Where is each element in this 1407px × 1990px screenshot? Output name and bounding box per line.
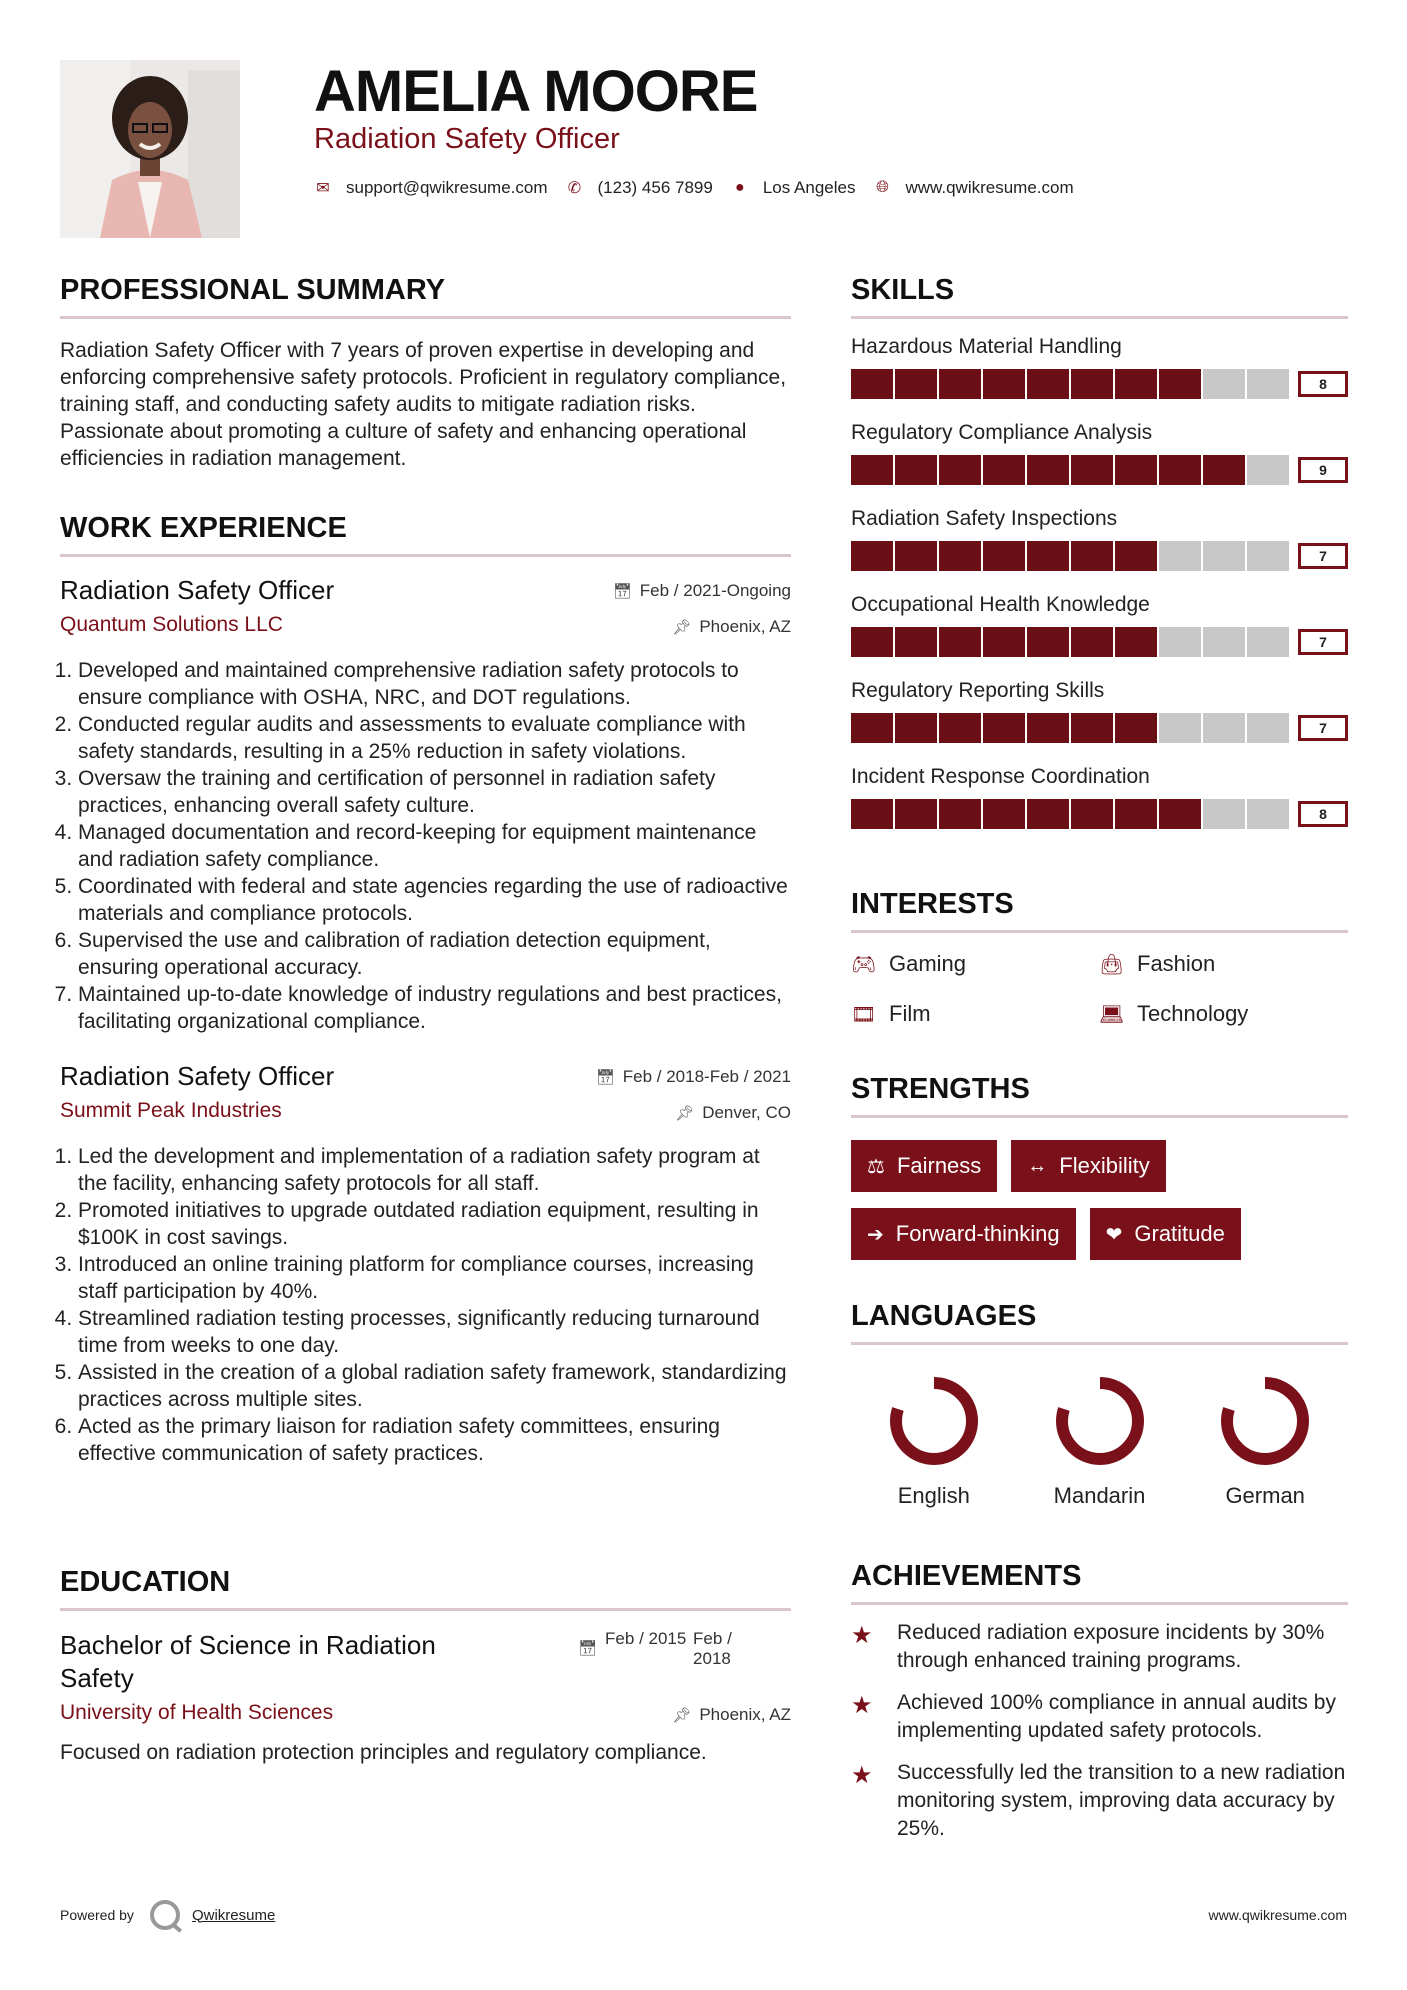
list-item: 2. Promoted initiatives to upgrade outdated radiation equipment, resulting in $100K in cost savings. <box>78 1197 791 1251</box>
skill-score: 7 <box>1298 629 1348 655</box>
skill-bar-segment <box>1071 799 1115 829</box>
laptop-icon: 💻︎ <box>1099 1003 1125 1026</box>
skill-bar-segment <box>939 799 983 829</box>
skill-bar-segment <box>1159 799 1203 829</box>
list-item: 4. Managed documentation and record-keeping for equipment maintenance and radiation safety compliance. <box>78 819 791 873</box>
achievements-heading: ACHIEVEMENTS <box>851 1560 1348 1605</box>
skill-bar <box>851 455 1348 485</box>
strengths-section <box>851 1073 1348 1260</box>
film-icon: 🎞︎ <box>851 1003 877 1026</box>
skill-bar-segment <box>1203 713 1247 743</box>
skill-name: Incident Response Coordination <box>851 765 1150 788</box>
skill-bar-segment <box>1247 541 1291 571</box>
skill-bar-segment <box>983 541 1027 571</box>
skill-bar-segment <box>1203 455 1247 485</box>
skill-item <box>851 327 1348 399</box>
skill-name: Occupational Health Knowledge <box>851 593 1150 616</box>
skill-bar-segment <box>1115 541 1159 571</box>
list-item: 7. Maintained up-to-date knowledge of industry regulations and best practices, facilitating organizational compliance. <box>78 981 791 1035</box>
skills-list <box>851 327 1348 829</box>
interest-item: 👜︎ Fashion <box>1099 951 1216 976</box>
interest-item: 💻︎ Technology <box>1099 1001 1249 1026</box>
skill-bar-segment <box>983 369 1027 399</box>
skill-bar-segment <box>895 369 939 399</box>
list-item: 1. Developed and maintained comprehensive radiation safety protocols to ensure compliance with OSHA, NRC, and DOT regulations. <box>78 657 791 711</box>
profile-photo <box>60 60 240 238</box>
skill-bar-segment <box>1115 799 1159 829</box>
language-proficiency-arc <box>1062 1383 1138 1459</box>
skill-score: 9 <box>1298 457 1348 483</box>
skill-item <box>851 757 1348 829</box>
skill-name: Regulatory Compliance Analysis <box>851 421 1153 444</box>
language-item <box>851 1373 1017 1509</box>
skill-bar <box>851 369 1348 399</box>
education-dates <box>578 1629 773 1669</box>
education-description: Focused on radiation protection principles and regulatory compliance. <box>60 1741 707 1764</box>
contact-location <box>731 178 856 198</box>
skill-bar-segment <box>1115 713 1159 743</box>
strengths-heading: STRENGTHS <box>851 1073 1348 1118</box>
strength-tag: ❤︎ Gratitude <box>1090 1208 1241 1260</box>
achievement-item: ★ Reduced radiation exposure incidents by 30% through enhanced training programs. <box>851 1619 1348 1675</box>
skill-bar-segment <box>895 627 939 657</box>
skill-bar-segment <box>983 455 1027 485</box>
skill-bar-segment <box>939 627 983 657</box>
achievement-item: ★ Successfully led the transition to a new radiation monitoring system, improving data accuracy by 25%. <box>851 1759 1348 1843</box>
job-bullets <box>60 1143 791 1467</box>
website-text[interactable]: www.qwikresume.com <box>905 178 1074 197</box>
phone-text[interactable]: (123) 456 7899 <box>597 178 713 197</box>
education-section <box>60 1566 791 1766</box>
language-proficiency-arc <box>896 1383 972 1459</box>
interests-section <box>851 888 1348 1027</box>
skill-bar-segment <box>983 627 1027 657</box>
skill-bar-segment <box>1247 369 1291 399</box>
list-item: 5. Coordinated with federal and state agencies regarding the use of radioactive materials and compliance protocols. <box>78 873 791 927</box>
skill-bar-segment <box>895 541 939 571</box>
contact-phone[interactable] <box>566 178 713 198</box>
achievement-item: ★ Achieved 100% compliance in annual audits by implementing updated safety protocols. <box>851 1689 1348 1745</box>
experience-heading: WORK EXPERIENCE <box>60 512 791 557</box>
globe-icon: 🌐︎ <box>876 179 889 196</box>
list-item: 5. Assisted in the creation of a global radiation safety framework, standardizing practices across multiple sites. <box>78 1359 791 1413</box>
job-company: Summit Peak Industries <box>60 1099 282 1122</box>
list-item: 4. Streamlined radiation testing processes, significantly reducing turnaround time from weeks to one day. <box>78 1305 791 1359</box>
email-text[interactable]: support@qwikresume.com <box>346 178 548 197</box>
phone-icon: ✆ <box>567 180 582 197</box>
language-ring <box>1217 1373 1313 1469</box>
job-location: 📌︎ Denver, CO <box>675 1103 791 1122</box>
school-location: 📌︎ Phoenix, AZ <box>672 1705 791 1724</box>
skill-item <box>851 671 1348 743</box>
star-icon: ★ <box>851 1621 873 1649</box>
skill-name: Hazardous Material Handling <box>851 335 1122 358</box>
skill-item <box>851 499 1348 571</box>
contact-website[interactable] <box>873 178 1073 198</box>
skill-bar-segment <box>851 541 895 571</box>
skill-item <box>851 585 1348 657</box>
education-start: Feb / 2015 <box>605 1629 687 1648</box>
skill-bar-segment <box>939 455 983 485</box>
list-item: 2. Conducted regular audits and assessments to evaluate compliance with safety standards, resulting in a 25% reduction in safety violations. <box>78 711 791 765</box>
star-icon: ★ <box>851 1761 873 1789</box>
skill-bar <box>851 541 1348 571</box>
skill-score: 7 <box>1298 543 1348 569</box>
strengths-tags <box>851 1140 1348 1260</box>
summary-section <box>60 274 791 472</box>
skill-bar-segment <box>1027 713 1071 743</box>
skill-name: Regulatory Reporting Skills <box>851 679 1105 702</box>
skill-bar-segment <box>1027 799 1071 829</box>
list-item: 3. Introduced an online training platform for compliance courses, increasing staff participation by 40%. <box>78 1251 791 1305</box>
skill-bar-segment <box>895 455 939 485</box>
language-name: German <box>1225 1483 1305 1508</box>
skill-score: 8 <box>1298 371 1348 397</box>
calendar-icon: 📅︎ <box>578 1640 598 1657</box>
skill-bar-segment <box>1247 455 1291 485</box>
job-location: 📌︎ Phoenix, AZ <box>672 617 791 636</box>
skill-bar-segment <box>1115 627 1159 657</box>
footer-powered-by <box>60 1900 275 1930</box>
skill-bar-segment <box>1247 627 1291 657</box>
skill-bar-segment <box>1071 455 1115 485</box>
language-item <box>1017 1373 1183 1509</box>
skills-heading: SKILLS <box>851 274 1348 319</box>
skill-bar-segment <box>939 369 983 399</box>
contact-bar <box>314 178 1092 198</box>
skill-name: Radiation Safety Inspections <box>851 507 1118 530</box>
skill-bar-segment <box>1027 627 1071 657</box>
education-heading: EDUCATION <box>60 1566 791 1611</box>
skill-bar-segment <box>1203 799 1247 829</box>
skill-score: 7 <box>1298 715 1348 741</box>
skill-bar-segment <box>1159 369 1203 399</box>
languages-section <box>851 1300 1348 1509</box>
qwikresume-logo-icon <box>150 1900 180 1930</box>
skill-bar-segment <box>1203 541 1247 571</box>
strength-tag: ↔ Flexibility <box>1011 1140 1165 1192</box>
job-date: 📅︎ Feb / 2018-Feb / 2021 <box>595 1067 791 1086</box>
skill-bar-segment <box>939 541 983 571</box>
skill-bar-segment <box>1203 627 1247 657</box>
degree-title: Bachelor of Science in Radiation Safety <box>60 1630 436 1693</box>
skill-bar-segment <box>983 799 1027 829</box>
skill-bar-segment <box>851 369 895 399</box>
skill-bar-segment <box>1159 541 1203 571</box>
skill-bar-segment <box>851 455 895 485</box>
skill-bar-segment <box>895 799 939 829</box>
experience-section <box>60 512 791 1467</box>
powered-by-text: Powered by <box>60 1907 134 1923</box>
job-title: Radiation Safety Officer <box>60 1061 335 1091</box>
skill-bar-segment <box>851 799 895 829</box>
skills-section <box>851 274 1348 829</box>
skill-bar-segment <box>983 713 1027 743</box>
skill-bar-segment <box>1115 369 1159 399</box>
skill-bar-segment <box>851 713 895 743</box>
skill-score: 8 <box>1298 801 1348 827</box>
skill-item <box>851 413 1348 485</box>
candidate-name: AMELIA MOORE <box>314 59 758 124</box>
interest-item: 🎮︎ Gaming <box>851 951 967 976</box>
footer-website[interactable]: www.qwikresume.com <box>1208 1907 1347 1923</box>
summary-heading: PROFESSIONAL SUMMARY <box>60 274 791 319</box>
candidate-title: Radiation Safety Officer <box>314 123 620 155</box>
skill-bar-segment <box>1203 369 1247 399</box>
contact-email[interactable] <box>314 178 548 198</box>
achievements-section <box>851 1560 1348 1843</box>
shopping-bag-icon: 👜︎ <box>1099 953 1125 976</box>
list-item: 6. Supervised the use and calibration of radiation detection equipment, ensuring operational accuracy. <box>78 927 791 981</box>
interests-grid <box>851 951 1348 1027</box>
skill-bar-segment <box>1071 369 1115 399</box>
map-pin-icon: ● <box>734 179 745 196</box>
job-date: 📅︎ Feb / 2021-Ongoing <box>612 581 791 600</box>
skill-bar-segment <box>1115 455 1159 485</box>
envelope-icon: ✉ <box>316 180 330 197</box>
calendar-icon: 📅︎ <box>612 583 632 600</box>
skill-bar-segment <box>1159 627 1203 657</box>
strength-tag: ➔ Forward-thinking <box>851 1208 1076 1260</box>
location-text: Los Angeles <box>762 178 856 197</box>
skill-bar-segment <box>1071 541 1115 571</box>
skill-bar <box>851 799 1348 829</box>
skill-bar-segment <box>939 713 983 743</box>
summary-text: Radiation Safety Officer with 7 years of proven expertise in developing and enforcing comprehensive safety protocols. Proficient in regulatory compliance, training staff, and conducting safety audits to mitigate radiation risks. Passionate about promoting a culture of safety and enhancing operational efficiencies in radiation management. <box>60 339 787 470</box>
skill-bar-segment <box>1159 713 1203 743</box>
pushpin-icon: 📌︎ <box>672 619 692 636</box>
arrows-horizontal-icon: ↔ <box>1027 1154 1048 1177</box>
language-proficiency-arc <box>1227 1383 1303 1459</box>
interests-heading: INTERESTS <box>851 888 1348 933</box>
calendar-icon: 📅︎ <box>595 1069 615 1086</box>
skill-bar-segment <box>895 713 939 743</box>
interest-item: 🎞︎ Film <box>851 1001 931 1026</box>
education-end: Feb / 2018 <box>693 1629 732 1668</box>
job-company: Quantum Solutions LLC <box>60 613 283 636</box>
skill-bar <box>851 713 1348 743</box>
skill-bar-segment <box>1027 455 1071 485</box>
job-bullets <box>60 657 791 1035</box>
skill-bar-segment <box>1071 713 1115 743</box>
strength-tag: ⚖︎ Fairness <box>851 1140 997 1192</box>
language-name: Mandarin <box>1053 1483 1146 1508</box>
balance-scale-icon: ⚖︎ <box>867 1155 885 1178</box>
job-title: Radiation Safety Officer <box>60 575 335 605</box>
heart-icon: ❤︎ <box>1105 1223 1123 1246</box>
list-item: 1. Led the development and implementation of a radiation safety program at the facility, enhancing safety protocols for all staff. <box>78 1143 791 1197</box>
skill-bar-segment <box>1071 627 1115 657</box>
skill-bar-segment <box>1247 713 1291 743</box>
skill-bar-segment <box>1027 541 1071 571</box>
language-ring <box>1052 1373 1148 1469</box>
pushpin-icon: 📌︎ <box>672 1707 692 1724</box>
language-name: English <box>897 1483 970 1508</box>
skill-bar <box>851 627 1348 657</box>
job-entry <box>60 1061 791 1467</box>
language-ring <box>886 1373 982 1469</box>
gamepad-icon: 🎮︎ <box>851 953 877 976</box>
star-icon: ★ <box>851 1691 873 1719</box>
school-name: University of Health Sciences <box>60 1701 334 1724</box>
languages-row <box>851 1373 1348 1509</box>
skill-bar-segment <box>1247 799 1291 829</box>
job-entry <box>60 575 791 1035</box>
list-item: 3. Oversaw the training and certification of personnel in radiation safety practices, enhancing overall safety culture. <box>78 765 791 819</box>
list-item: 6. Acted as the primary liaison for radiation safety committees, ensuring effective communication of safety practices. <box>78 1413 791 1467</box>
skill-bar-segment <box>851 627 895 657</box>
languages-heading: LANGUAGES <box>851 1300 1348 1345</box>
skill-bar-segment <box>1027 369 1071 399</box>
brand-link[interactable]: Qwikresume <box>191 1906 276 1924</box>
skill-bar-segment <box>1159 455 1203 485</box>
language-item <box>1182 1373 1348 1509</box>
pushpin-icon: 📌︎ <box>675 1105 695 1122</box>
arrow-right-icon: ➔ <box>867 1223 884 1246</box>
